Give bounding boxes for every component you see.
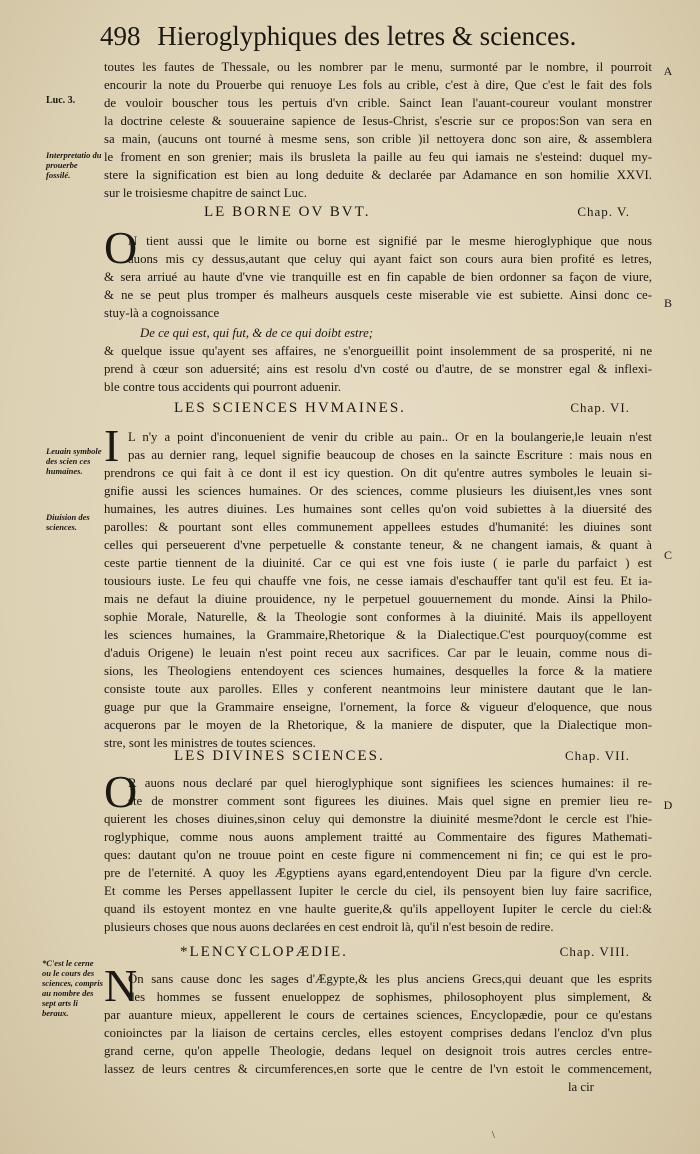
text-line: guage pur que la Grammaire enseigne, l'ornement, la force & vigueur d'eloquence, que nous xyxy=(104,700,652,714)
margin-note-interpretatio: Interpretatio du prouerbe fossilé. xyxy=(46,150,102,180)
text-line: quierent les choses diuines,sinon celuy qui demonstre la diuinité mesme?dont le cercle est l'hie- xyxy=(104,812,652,826)
text-line: Et comme les Perses appellassent Iupiter le cercle du ciel, ils pensoyent bien luy faire sacrifice, xyxy=(104,884,652,898)
text-line: On sans cause donc les sages d'Ægypte,& les plus anciens Grecs,qui deuant que les esprits xyxy=(128,972,652,986)
margin-note-diuision: Diuision des sciences. xyxy=(46,512,90,532)
text-line: la doctrine celeste & souueraine sapience de Iesus-Christ, s'escrie sur ce propos:Son van sera en xyxy=(104,114,652,128)
text-line: sions, les Theologiens entendoyent ces sciences humaines, desquelles la force & la matiere xyxy=(104,664,652,678)
text-line: conioinctes par la liaison de certains cercles, elles estoyent comprises dedans l'encloz d'vn plus xyxy=(104,1026,652,1040)
text-line: toutes les fautes de Thessale, ou les nombrer par le menu, surmonté par le nombre, il pourroit xyxy=(104,60,652,74)
chapter-title: LES DIVINES SCIENCES. xyxy=(174,748,385,764)
margin-letter-c: C xyxy=(663,548,672,562)
text-line: stre, sont les ministres de toutes sciences. xyxy=(104,736,316,750)
text-line: celles qui perseuerent d'vne perpetuelle & constante teneur, & ne changent iamais, & quant à xyxy=(104,538,652,552)
text-line: pas au dernier rang, lequel signifie beaucoup de choses en la saincte Escriture : mais nous en xyxy=(128,448,652,462)
text-line: R auons nous declaré par quel hieroglyphique sont signifiees les sciences humaines: il re- xyxy=(128,776,652,790)
text-line: L n'y a point d'inconuenient de venir du crible au pain.. Or en la boulangerie,le leuain n'est xyxy=(128,430,652,444)
text-line: sa main, (aucuns ont tourné à mesme sens, son crible )il nettoyera donc son aire, & assemblera xyxy=(104,132,652,146)
text-line: gnifie aussi les sciences humaines. Or des sciences, comme plusieurs les diuisent,les vnes sont xyxy=(104,484,652,498)
text-line: auons mis cy dessus,autant que celuy qui ayant faict son cours aura bien profité es letres, xyxy=(128,252,652,266)
margin-note-encyclopaedie: *C'est le cerne ou le cours des sciences, compris au nombre des sept arts li beraux. xyxy=(42,958,103,1018)
text-line: acquerons par le moyen de la Rhetorique, & la maniere de disputer, que la Dialectique mon- xyxy=(104,718,652,732)
catchword: la cir xyxy=(568,1080,594,1094)
chapter-heading xyxy=(100,200,660,224)
chapter-number: Chap. VIII. xyxy=(559,944,630,959)
text-line: des hommes se fussent enueloppez de sophismes, philosophoyent plus simplement, & xyxy=(128,990,652,1004)
text-line: mais ne defaut la diuine prouidence, ny le perpetuel gouuernement du monde. Ainsi la Philo- xyxy=(104,592,652,606)
text-line: d'aduis Origene) le leuain n'est point receu aux sacrifices. Car par le leuain, comme nous di- xyxy=(104,646,652,660)
margin-note-leuain: Leuain symbole des scien ces humaines. xyxy=(46,446,102,476)
text-line: les sciences humaines, la Grammaire,Rhetorique & la Dialectique.C'est pourquoy(comme est xyxy=(104,628,652,642)
chapter-title: LE BORNE OV BVT. xyxy=(204,204,371,220)
text-line: ques: dautant qu'on ne trouue point en ceste figure ni commencement ni fin; ce qui est le pro- xyxy=(104,848,652,862)
margin-letter-a: A xyxy=(663,64,673,78)
drop-cap: N xyxy=(104,960,138,1011)
text-line: prend à cœur son aduersité; ains est resolu d'vn costé ou d'autre, de se monstrer egal & inflexi- xyxy=(104,362,652,376)
chapter-number: Chap. VI. xyxy=(570,400,630,415)
text-line: pre de l'eternité. A quoy les Ægyptiens ayans egard,entendoyent Dieu par la figure d'vn cercle. xyxy=(104,866,652,880)
running-title: Hieroglyphiques des letres & sciences. xyxy=(157,21,577,51)
text-line: & quelque issue qu'ayent ses affaires, ne s'enorgueillit point insolemment de sa prosperité, ni ne xyxy=(104,344,652,358)
margin-letter-b: B xyxy=(663,296,672,310)
drop-cap: O xyxy=(104,766,138,817)
text-line: plusieurs choses que nous auons declarées en cest endroit là, qu'il n'est besoin de redire. xyxy=(104,920,554,934)
chapter-heading xyxy=(100,396,660,420)
text-line: encourir la note du Prouerbe qui renuoye Les fols au crible, c'est à dire, Que c'est le fait des fols xyxy=(104,78,652,92)
text-line: lassez de leurs centres & circumferences,en sorte que le centre de l'vn estoit le commencement, xyxy=(104,1062,652,1076)
text-line: stere la signification est bien au long deduite & declarée par Adamance en son homilie XXVI. xyxy=(104,168,652,182)
chapter-heading xyxy=(100,744,660,768)
text-line: par auanture mieux, appellerent le cours de certaines sciences, Encyclopædie, pour ce qu'estans xyxy=(104,1008,652,1022)
text-line: sophie Morale, Naturelle, & la Theologie sont conformes à la diuinité. Mais ils appelloyent xyxy=(104,610,652,624)
text-line: prendrons ce qui fait à ce dont il est icy question. On dit qu'entre autres symboles le leuain si- xyxy=(104,466,652,480)
text-line: N tient aussi que le limite ou borne est signifié par le mesme hieroglyphique que nous xyxy=(128,234,652,248)
margin-letter-d: D xyxy=(663,798,673,812)
chapter-title: *LENCYCLOPÆDIE. xyxy=(180,944,348,960)
drop-cap: O xyxy=(104,222,138,273)
margin-note-luc: Luc. 3. xyxy=(46,95,76,106)
drop-cap: I xyxy=(104,420,120,471)
text-line: roglyphique, comme nous auons amplement traitté au Commentaire des figures Mathemati- xyxy=(104,830,652,844)
text-line: & ne se peut plus tromper és malheurs ausquels ceste miserable vie est subiette. Ainsi donc ce- xyxy=(104,288,652,302)
text-line: & sera arriué au haute d'vne vie tranquille est en fin capable de bien ordonner sa façon de viure, xyxy=(104,270,652,284)
text-line: le froment en son grenier; mais ils brusleta la paille au feu qui iamais ne s'esteind: duquel my- xyxy=(104,150,652,164)
chapter-heading xyxy=(100,940,660,964)
text-line: sur le troisiesme chapitre de sainct Luc. xyxy=(104,186,307,200)
text-line: ste de monstrer comment sont figurees les diuines. Mais quel signe en premier lieu re- xyxy=(128,794,652,808)
chapter-number: Chap. VII. xyxy=(564,748,630,763)
text-line: consiste toute aux parolles. Elles y conferent neantmoins leur ministere dautant que le lan- xyxy=(104,682,652,696)
footer-mark: \ xyxy=(492,1130,495,1141)
chapter-number: Chap. V. xyxy=(577,204,630,219)
page-header xyxy=(100,18,660,54)
text-line: tousiours iuste. Le feu qui chauffe vne fois, ne cesse iamais d'eschauffer tant qu'il est feu. Et ia- xyxy=(104,574,652,588)
text-line: grand cerne, qu'on appelle Theologie, dedans lequel on designoit trois autres cercles entre- xyxy=(104,1044,652,1058)
text-line: ceste partie tiennent de la diuinité. Car ce qui est vne fois iuste ( ie parle du parfaict ) est xyxy=(104,556,652,570)
text-line: quand ils estoyent montez en vne haulte guerite,& qu'ils appelloyent Iupiter le cercle du ciel:& xyxy=(104,902,652,916)
text-line: humaines, les autres diuines. Les humaines sont celles qu'on void subiettes à la diuersité des xyxy=(104,502,652,516)
text-line: de vouloir bouscher tous les pertuis d'vn crible. Sainct Iean l'auant-coureur voulant monstrer xyxy=(104,96,652,110)
chapter-title: LES SCIENCES HVMAINES. xyxy=(174,400,406,416)
text-line: stuy-là a cognoissance xyxy=(104,306,220,320)
text-line: ble contre tous accidents qui pourront aduenir. xyxy=(104,380,342,394)
text-line: parolles: & pourtant sont elles communement appellees estudes d'humanité: les diuines sont xyxy=(104,520,652,534)
quote-line: De ce qui est, qui fut, & de ce qui doibt estre; xyxy=(140,326,374,340)
page-number: 498 xyxy=(100,21,141,51)
